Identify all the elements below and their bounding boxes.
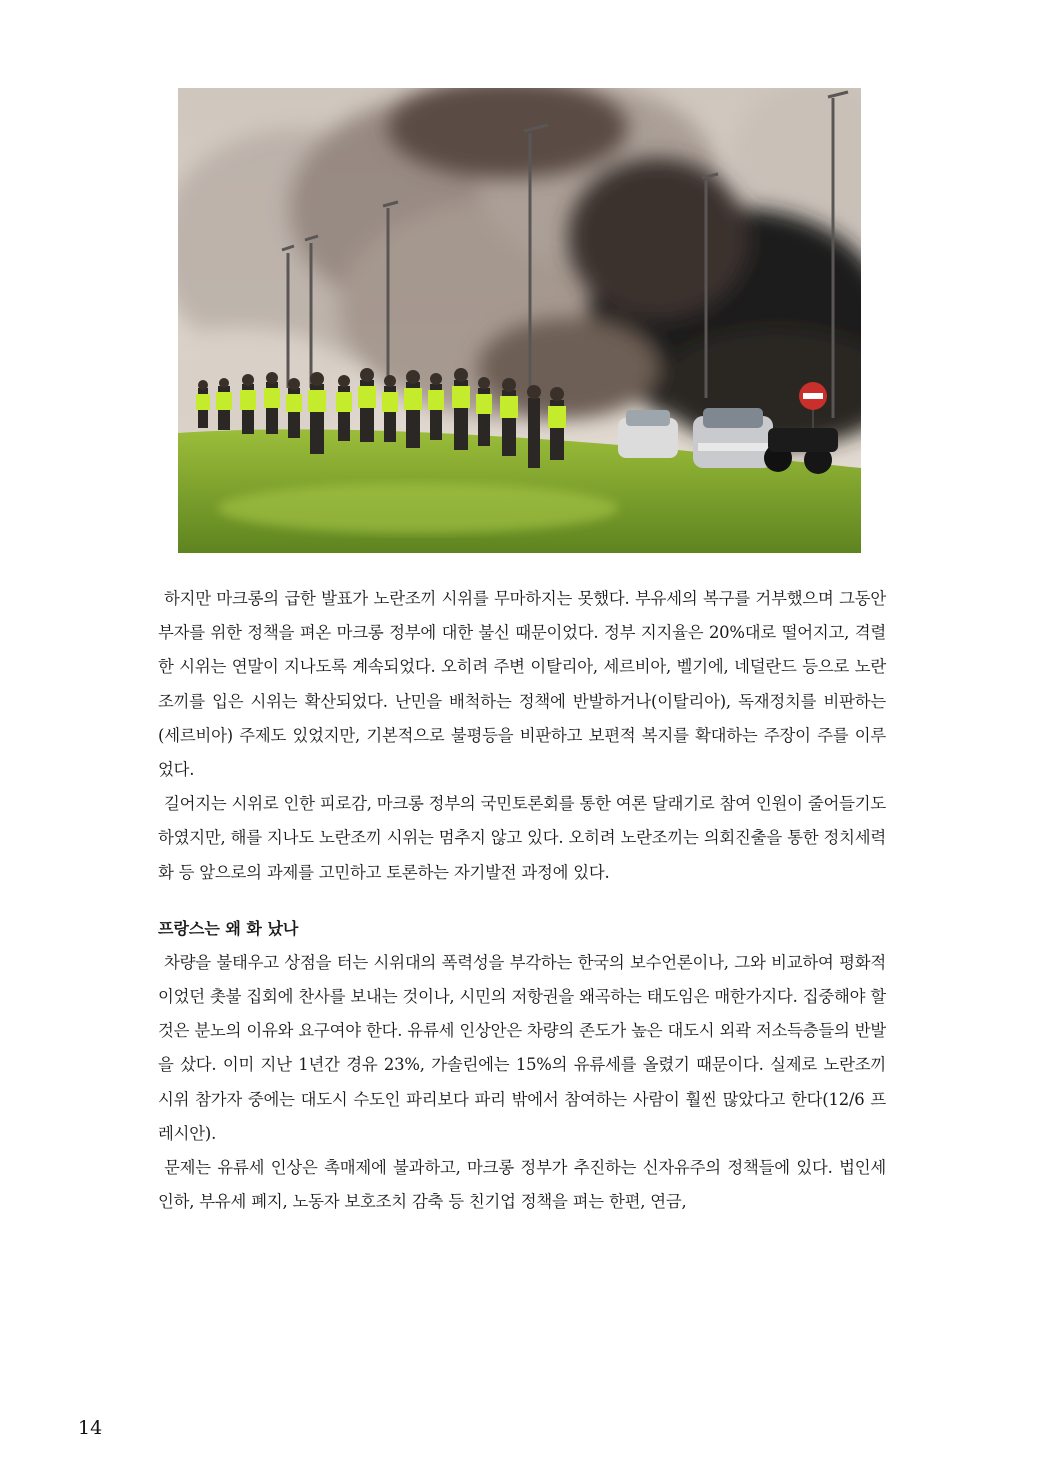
paragraph: 문제는 유류세 인상은 촉매제에 불과하고, 마크롱 정부가 추진하는 신자유주의 정책들에 있다. 법인세 인하, 부유세 폐지, 노동자 보호조치 감축 등 친기업 정책을 펴는 한편, 연금, <box>158 1158 886 1212</box>
protest-photo-illustration <box>178 88 861 553</box>
protest-photo <box>178 88 861 553</box>
page-number: 14 <box>78 1417 103 1439</box>
article-body <box>158 582 886 1219</box>
section-heading: 프랑스는 왜 화 났나 <box>158 918 299 938</box>
paragraph: 길어지는 시위로 인한 피로감, 마크롱 정부의 국민토론회를 통한 여론 달래기로 참여 인원이 줄어들기도 하였지만, 해를 지나도 노란조끼 시위는 멈추지 않고 있다. 오히려 노란조끼는 의회진출을 통한 정치세력화 등 앞으로의 과제를 고민하고 토론하는 자기발전 과정에 있다. <box>158 794 886 882</box>
paragraph: 하지만 마크롱의 급한 발표가 노란조끼 시위를 무마하지는 못했다. 부유세의 복구를 거부했으며 그동안 부자를 위한 정책을 펴온 마크롱 정부에 대한 불신 때문이었다. 정부 지지율은 20%대로 떨어지고, 격렬한 시위는 연말이 지나도록 계속되었다. 오히려 주변 이탈리아, 세르비아, 벨기에, 네덜란드 등으로 노란조끼를 입은 시위는 확산되었다. 난민을 배척하는 정책에 반발하거나(이탈리아), 독재정치를 비판하는(세르비아) 주제도 있었지만, 기본적으로 불평등을 비판하고 보편적 복지를 확대하는 주장이 주를 이루었다. <box>158 589 886 780</box>
paragraph: 차량을 불태우고 상점을 터는 시위대의 폭력성을 부각하는 한국의 보수언론이나, 그와 비교하여 평화적이었던 촛불 집회에 찬사를 보내는 것이나, 시민의 저항권을 왜곡하는 태도임은 매한가지다. 집중해야 할 것은 분노의 이유와 요구여야 한다. 유류세 인상안은 차량의 존도가 높은 대도시 외곽 저소득층들의 반발을 샀다. 이미 지난 1년간 경유 23%, 가솔린에는 15%의 유류세를 올렸기 때문이다. 실제로 노란조끼 시위 참가자 중에는 대도시 수도인 파리보다 파리 밖에서 참여하는 사람이 훨씬 많았다고 한다(12/6 프레시안). <box>158 952 886 1143</box>
